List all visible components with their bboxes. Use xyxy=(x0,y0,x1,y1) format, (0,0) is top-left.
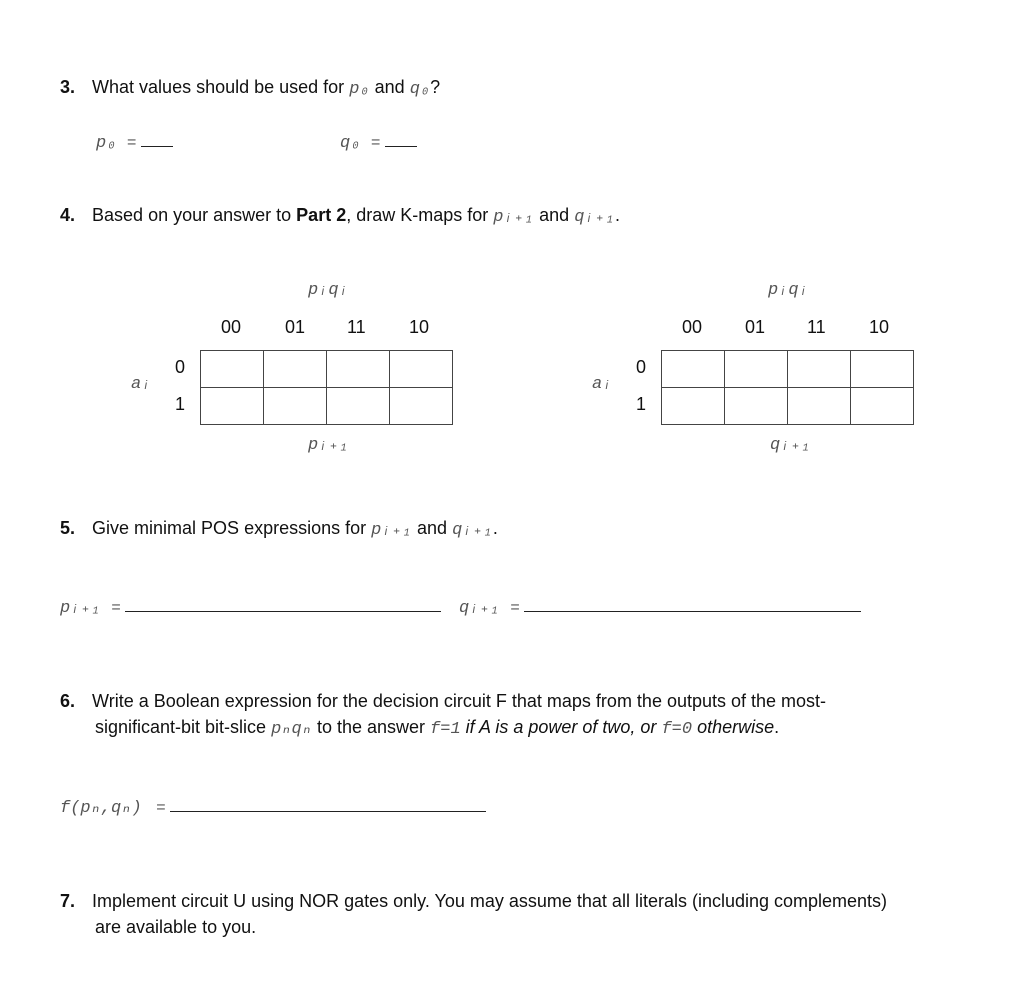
pnqn-variable: pₙqₙ xyxy=(271,720,312,739)
period: . xyxy=(774,717,780,737)
question-6-line-1 xyxy=(60,691,826,712)
question-text-italic: if A is a power of two, or xyxy=(465,717,657,737)
f-label: f(pₙ,qₙ) xyxy=(60,799,142,818)
kmap-1-row-header: 1 xyxy=(175,394,186,414)
kmap-1-col-header: 11 xyxy=(347,317,366,337)
kmap-1-col-header: 01 xyxy=(285,317,306,337)
p0-variable: p₀ xyxy=(349,80,370,99)
p-next-variable: pᵢ₊₁ xyxy=(371,521,412,540)
question-3 xyxy=(60,77,440,99)
question-6-line-2 xyxy=(95,717,779,739)
kmap-cell[interactable] xyxy=(327,351,390,388)
p-next-answer-blank[interactable] xyxy=(125,597,441,612)
kmap-2-row-variable: aᵢ xyxy=(592,375,613,394)
question-5 xyxy=(60,518,498,540)
kmap-row xyxy=(201,351,453,388)
kmap-2-caption: qᵢ₊₁ xyxy=(770,436,811,455)
kmap-row xyxy=(662,351,914,388)
q0-answer-blank[interactable] xyxy=(385,132,417,147)
f-answer-blank[interactable] xyxy=(170,797,486,812)
conjunction: and xyxy=(539,205,570,225)
kmap-cell[interactable] xyxy=(201,351,264,388)
question-text-italic: otherwise xyxy=(697,717,775,737)
kmap-1-caption: pᵢ₊₁ xyxy=(308,436,349,455)
question-mark: ? xyxy=(430,77,441,97)
question-7-line-2: are available to you. xyxy=(95,917,257,937)
kmap-cell[interactable] xyxy=(264,351,327,388)
conjunction: and xyxy=(374,77,405,97)
question-7-line-1 xyxy=(60,891,887,912)
kmap-2-grid xyxy=(661,350,914,425)
kmap-cell[interactable] xyxy=(662,351,725,388)
part-reference: Part 2 xyxy=(296,205,347,225)
question-4 xyxy=(60,205,620,227)
question-text: significant-bit bit-slice xyxy=(95,717,267,737)
kmap-cell[interactable] xyxy=(264,388,327,425)
kmap-cell[interactable] xyxy=(327,388,390,425)
q-next-answer-blank[interactable] xyxy=(524,597,861,612)
p0-answer xyxy=(96,132,173,153)
kmap-cell[interactable] xyxy=(725,351,788,388)
kmap-cell[interactable] xyxy=(851,388,914,425)
question-number: 7. xyxy=(60,891,76,911)
kmap-2-top-label: pᵢqᵢ xyxy=(768,281,809,300)
kmap-cell[interactable] xyxy=(662,388,725,425)
kmap-2-row-header: 1 xyxy=(636,394,647,414)
kmap-cell[interactable] xyxy=(390,351,453,388)
p0-label: p₀ xyxy=(96,134,117,153)
q-next-variable: qᵢ₊₁ xyxy=(574,208,616,227)
question-text: Give minimal POS expressions for xyxy=(92,518,367,538)
question-number: 6. xyxy=(60,691,76,711)
q0-variable: q₀ xyxy=(409,80,431,99)
conjunction: and xyxy=(417,518,448,538)
question-text: Write a Boolean expression for the decision circuit F that maps from the outputs of the most- xyxy=(92,691,827,711)
question-number: 5. xyxy=(60,518,76,538)
kmap-row xyxy=(662,388,914,425)
kmap-2-col-header: 00 xyxy=(682,317,703,337)
question-number: 3. xyxy=(60,77,76,97)
question-text: Based on your answer to xyxy=(92,205,292,225)
equals-sign: = xyxy=(156,799,166,817)
p0-answer-blank[interactable] xyxy=(141,132,173,147)
q-next-variable: qᵢ₊₁ xyxy=(452,521,493,540)
kmap-1-row-header: 0 xyxy=(175,357,186,377)
kmap-1-col-header: 10 xyxy=(409,317,430,337)
kmap-2-col-header: 10 xyxy=(869,317,890,337)
period: . xyxy=(615,205,621,225)
question-text: Implement circuit U using NOR gates only. You may assume that all literals (including complements) xyxy=(92,891,888,911)
kmap-1-col-header: 00 xyxy=(221,317,242,337)
kmap-2-col-header: 11 xyxy=(807,317,826,337)
kmap-cell[interactable] xyxy=(788,388,851,425)
q-next-answer xyxy=(459,597,861,618)
kmap-row xyxy=(201,388,453,425)
question-text: to the answer xyxy=(316,717,426,737)
p-next-answer xyxy=(60,597,441,618)
kmap-2-row-header: 0 xyxy=(636,357,647,377)
q-next-label: qᵢ₊₁ xyxy=(459,599,500,618)
f-answer xyxy=(60,797,486,818)
q0-answer xyxy=(340,132,417,153)
f-equals-0: f=0 xyxy=(661,720,693,739)
kmap-2-col-header: 01 xyxy=(745,317,766,337)
kmap-cell[interactable] xyxy=(725,388,788,425)
kmap-cell[interactable] xyxy=(201,388,264,425)
kmap-cell[interactable] xyxy=(390,388,453,425)
question-text-continued: , draw K-maps for xyxy=(346,205,489,225)
equals-sign: = xyxy=(111,599,121,617)
f-equals-1: f=1 xyxy=(430,720,461,739)
equals-sign: = xyxy=(126,134,137,152)
kmap-cell[interactable] xyxy=(851,351,914,388)
question-text: What values should be used for xyxy=(92,77,345,97)
question-number: 4. xyxy=(60,205,76,225)
kmap-1-grid xyxy=(200,350,453,425)
p-next-variable: pᵢ₊₁ xyxy=(493,208,535,227)
p-next-label: pᵢ₊₁ xyxy=(60,599,101,618)
q0-label: q₀ xyxy=(340,134,361,153)
kmap-1-top-label: pᵢqᵢ xyxy=(308,281,349,300)
period: . xyxy=(492,518,498,538)
kmap-cell[interactable] xyxy=(788,351,851,388)
equals-sign: = xyxy=(510,599,520,617)
equals-sign: = xyxy=(370,134,381,152)
kmap-1-row-variable: aᵢ xyxy=(131,375,152,394)
